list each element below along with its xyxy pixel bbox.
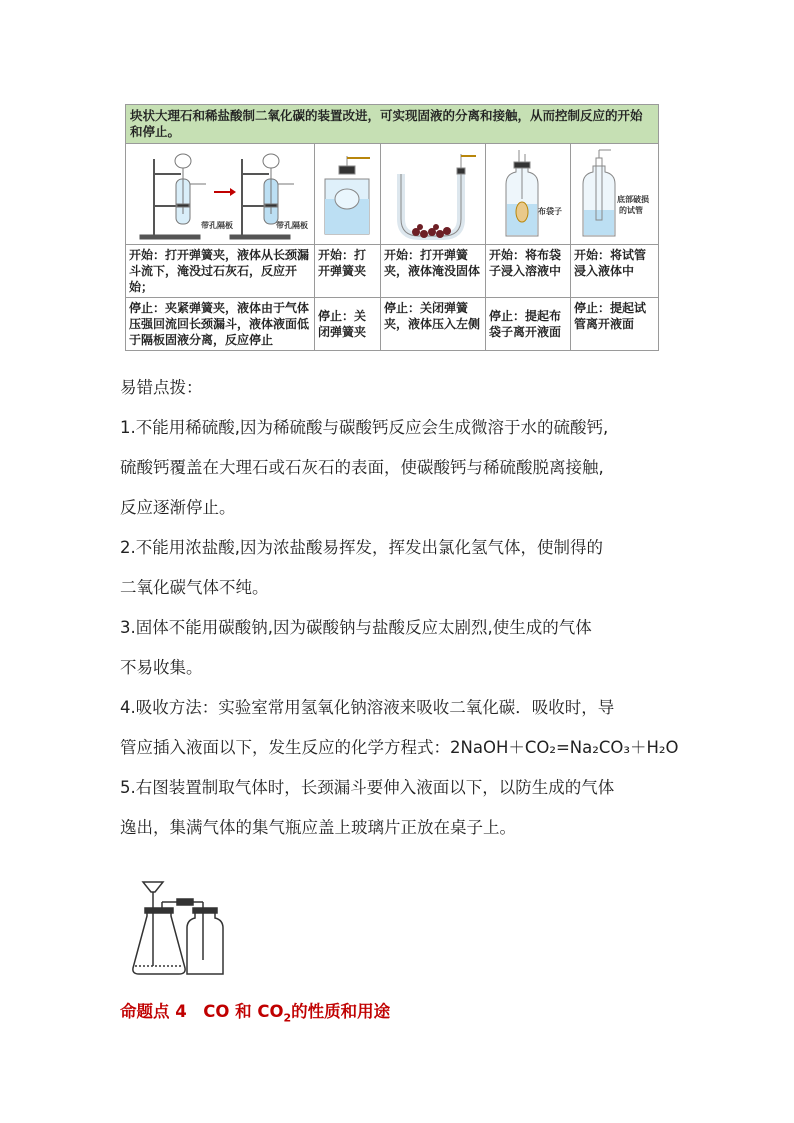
cloth-bag-label: 布袋子 [538,207,562,216]
start-cell: 开始：将试管浸入液体中 [571,245,659,298]
image-cell-broken-tube [571,144,659,245]
note-line: 二氧化碳气体不纯。 [120,578,269,597]
start-cell: 开始：打开弹簧夹 [315,245,381,298]
stop-cell: 停止：关闭弹簧夹，液体压入左侧 [381,298,486,351]
broken-tube-label: 底部破损 [617,195,649,204]
partition-label: 带孔隔板 [201,221,233,230]
heading-text: 命题点 4 CO 和 CO [120,1002,284,1021]
beaker-icon [325,156,370,234]
stop-cell: 停止：提起布袋子离开液面 [486,298,571,351]
note-line: 不易收集。 [120,658,203,677]
gas-jar-icon [187,908,223,974]
image-cell-u-tube [381,144,486,245]
note-line: 2.不能用浓盐酸,因为浓盐酸易挥发，挥发出氯化氢气体，使制得的 [120,538,603,557]
note-line: 5.右图装置制取气体时，长颈漏斗要伸入液面以下，以防生成的气体 [120,778,615,797]
notes-section [120,368,680,848]
image-cell-cloth-bag [486,144,571,245]
start-cell: 开始：打开弹簧夹，液体淹没固体 [381,245,486,298]
partition-label: 带孔隔板 [276,221,308,230]
note-text: 管应插入液面以下，发生反应的化学方程式： [120,738,450,757]
note-line [120,728,680,768]
u-tube-apparatus-icon [175,154,206,224]
notes-title: 易错点拨： [120,378,203,397]
iron-stand-icon [140,159,200,239]
note-line: 1.不能用稀硫酸,因为稀硫酸与碳酸钙反应会生成微溶于水的硫酸钙, [120,418,609,437]
bottle-icon [583,150,615,236]
gas-collection-apparatus [125,878,235,982]
u-tube-apparatus-icon [263,154,294,224]
heading-subscript: 2 [283,1011,292,1025]
note-line: 3.固体不能用碳酸钠,因为碳酸钠与盐酸反应太剧烈,使生成的气体 [120,618,592,637]
image-cell-beaker [315,144,381,245]
image-cell-funnel-partition [126,144,315,245]
note-line: 4.吸收方法：实验室常用氢氧化钠溶液来吸收二氧化碳．吸收时，导 [120,698,615,717]
note-line: 逸出，集满气体的集气瓶应盖上玻璃片正放在桌子上。 [120,818,516,837]
arrow-icon [214,188,236,196]
chemical-equation: 2NaOH＋CO₂=Na₂CO₃＋H₂O [450,738,679,757]
apparatus-table [125,104,658,351]
start-cell: 开始：打开弹簧夹，液体从长颈漏斗流下，淹没过石灰石，反应开始； [126,245,315,298]
stop-cell: 停止：夹紧弹簧夹，液体由于气体压强回流回长颈漏斗，液体液面低于隔板固液分离，反应停止 [126,298,315,351]
bottle-icon [506,150,538,236]
start-cell: 开始：将布袋子浸入溶液中 [486,245,571,298]
stop-cell: 停止：关闭弹簧夹 [315,298,381,351]
erlenmeyer-flask-icon [133,882,203,974]
heading-text: 的性质和用途 [291,1002,391,1021]
u-tube-icon [401,154,476,238]
stop-cell: 停止：提起试管离开液面 [571,298,659,351]
note-line: 反应逐渐停止。 [120,498,236,517]
note-line: 硫酸钙覆盖在大理石或石灰石的表面，使碳酸钙与稀硫酸脱离接触, [120,458,604,477]
section-heading [120,998,390,1024]
broken-tube-label: 的试管 [619,206,643,215]
table-header: 块状大理石和稀盐酸制二氧化碳的装置改进，可实现固液的分离和接触，从而控制反应的开始和停止。 [126,105,659,144]
